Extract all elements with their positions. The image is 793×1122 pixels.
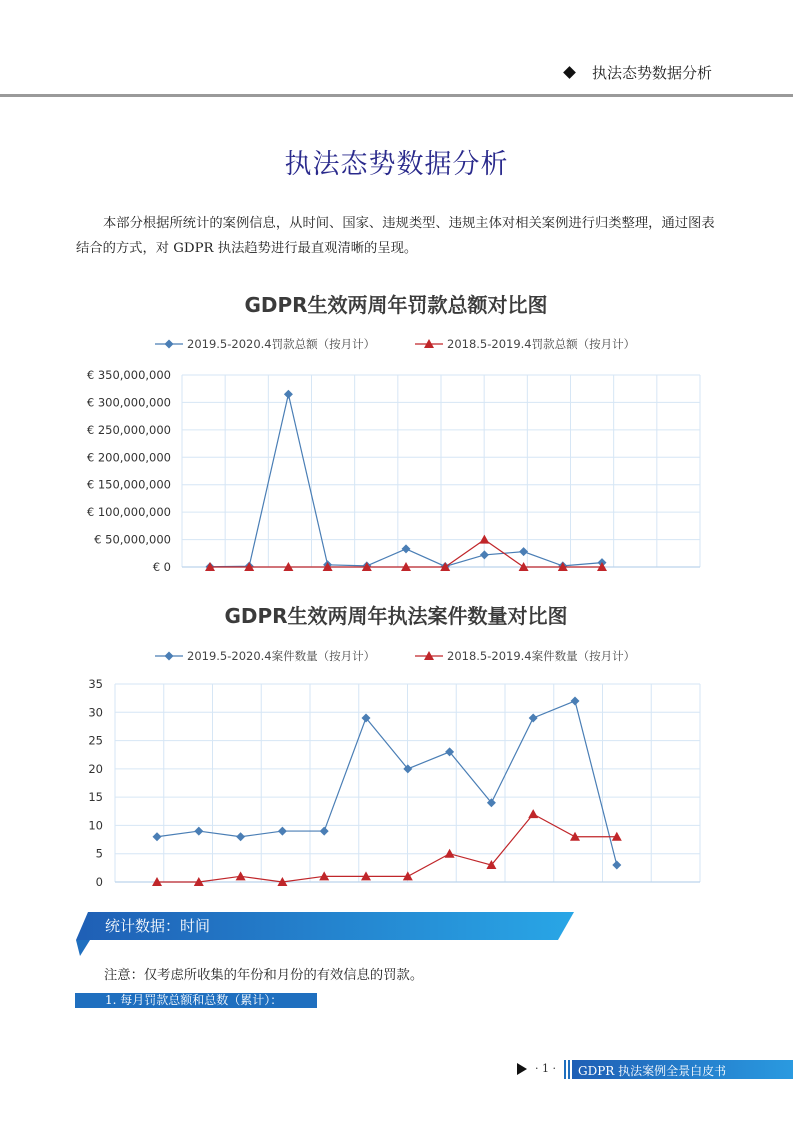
- legend-marker: [165, 340, 174, 349]
- data-point: [528, 809, 538, 818]
- section-label: 统计数据：时间: [105, 917, 211, 935]
- data-point: [480, 550, 489, 559]
- legend-item: [155, 649, 375, 663]
- data-point: [519, 547, 528, 556]
- plot-area: [205, 390, 607, 572]
- legend-label: 2019.5-2020.4罚款总额（按月计）: [187, 337, 376, 351]
- legend-item: [415, 649, 635, 663]
- data-point: [236, 832, 245, 841]
- case-count-chart: [0, 596, 793, 896]
- data-point: [236, 871, 246, 880]
- y-tick-label: 30: [88, 705, 103, 720]
- subheading-text: 1. 每月罚款总额和总数（累计）：: [105, 993, 283, 1007]
- chart-grid: [115, 684, 700, 882]
- page-header: [0, 0, 793, 98]
- header-rule: [0, 94, 793, 97]
- y-tick-label: € 100,000,000: [86, 505, 171, 520]
- chart-legend: [155, 649, 635, 663]
- intro-paragraph: 本部分根据所统计的案例信息，从时间、国家、违规类型、违规主体对相关案例进行归类整理，通过图表结合的方式，对 GDPR 执法趋势进行最直观清晰的呈现。: [76, 216, 715, 256]
- play-arrow-icon: [517, 1063, 527, 1075]
- legend-marker: [165, 652, 174, 661]
- y-tick-label: € 250,000,000: [86, 422, 171, 437]
- data-point: [284, 390, 293, 399]
- footer-divider: [568, 1060, 570, 1079]
- y-tick-label: € 300,000,000: [86, 395, 171, 410]
- y-tick-label: € 350,000,000: [86, 368, 171, 382]
- chart-grid: [182, 375, 700, 567]
- series-line: [157, 814, 617, 882]
- chart-title: GDPR生效两周年罚款总额对比图: [244, 293, 548, 317]
- legend-item: [415, 337, 635, 351]
- data-point: [571, 696, 580, 705]
- y-tick-label: 10: [88, 818, 103, 833]
- y-tick-label: € 0: [152, 560, 171, 574]
- legend-label: 2018.5-2019.4案件数量（按月计）: [447, 649, 636, 663]
- legend-label: 2018.5-2019.4罚款总额（按月计）: [447, 337, 636, 351]
- data-point: [612, 861, 621, 870]
- footer-doc-title: GDPR 执法案例全景白皮书: [578, 1064, 727, 1078]
- y-tick-label: € 200,000,000: [86, 450, 171, 465]
- y-tick-label: 0: [95, 875, 103, 889]
- y-tick-label: 25: [88, 733, 103, 748]
- y-axis: [87, 368, 171, 574]
- y-tick-label: € 150,000,000: [86, 477, 171, 492]
- diamond-icon: [563, 66, 576, 79]
- chart-title: GDPR生效两周年执法案件数量对比图: [224, 604, 568, 628]
- y-axis: [88, 677, 103, 889]
- page-number: · 1 ·: [535, 1062, 556, 1075]
- y-tick-label: 20: [88, 761, 103, 776]
- data-point: [529, 713, 538, 722]
- data-point: [402, 544, 411, 553]
- y-tick-label: 5: [95, 846, 103, 861]
- data-point: [479, 535, 489, 544]
- page-title: 执法态势数据分析: [284, 149, 509, 180]
- header-title: 执法态势数据分析: [592, 64, 713, 82]
- data-point: [194, 827, 203, 836]
- fine-total-chart: [0, 282, 793, 582]
- footer-divider: [564, 1060, 566, 1079]
- series-line: [157, 701, 617, 865]
- legend-label: 2019.5-2020.4案件数量（按月计）: [187, 649, 376, 663]
- y-tick-label: 15: [88, 790, 103, 805]
- data-point: [278, 827, 287, 836]
- data-point: [153, 832, 162, 841]
- chart-legend: [155, 337, 635, 351]
- y-tick-label: 35: [88, 677, 103, 691]
- plot-area: [152, 696, 622, 886]
- data-point: [320, 827, 329, 836]
- legend-item: [155, 337, 375, 351]
- note-text: 注意：仅考虑所收集的年份和月份的有效信息的罚款。: [104, 968, 424, 983]
- y-tick-label: € 50,000,000: [94, 532, 171, 547]
